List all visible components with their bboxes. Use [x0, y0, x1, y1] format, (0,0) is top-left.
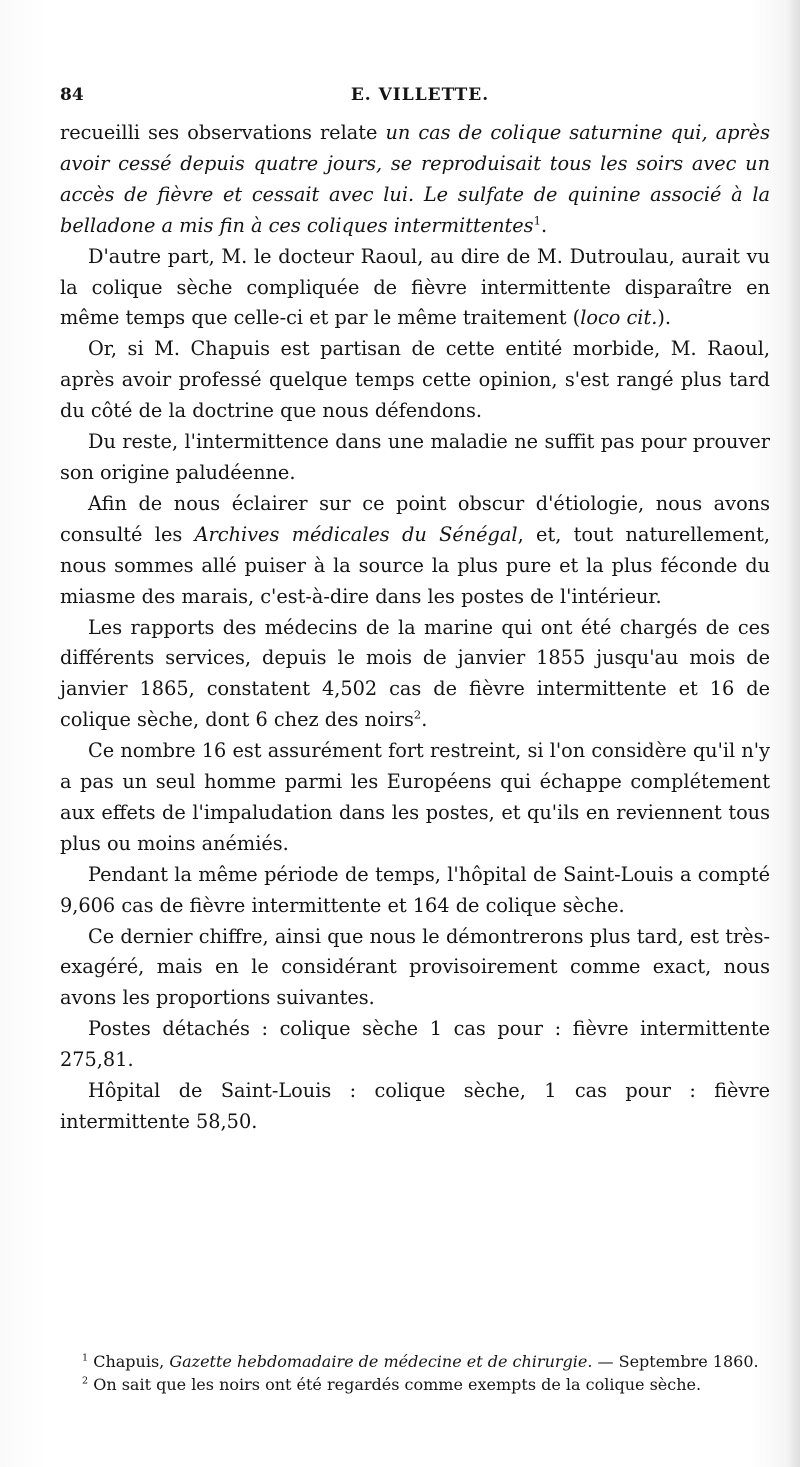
paragraph: [60, 860, 770, 922]
footnote-marker: 1: [533, 213, 541, 228]
text-run: Du reste, l'intermittence dans une maladie ne suffit pas pour prouver son origine paludéenne.: [60, 430, 770, 484]
text-run: Ce dernier chiffre, ainsi que nous le démontrerons plus tard, est très-exagéré, mais en le considérant provisoirement comme exact, nous avons les proportions suivantes.: [60, 924, 770, 1010]
text-run: .: [421, 708, 428, 732]
text-run: recueilli ses observations relate: [60, 121, 386, 144]
footnote-marker: 2: [413, 707, 422, 722]
page-header: [60, 83, 780, 115]
text-run: Ce nombre 16 est assurément fort restreint, si l'on considère qu'il n'y a pas un seul homme parmi les Européens qui échappe complétement aux effets de l'impaludation dans les postes, et qu'ils en reviennent tous plus ou moins anémiés.: [60, 739, 770, 855]
text-run: — Septembre 1860.: [592, 1352, 759, 1371]
paragraph: [60, 613, 770, 737]
text-run: , et, tout naturellement, nous sommes allé puiser à la source la plus pure et la plus féconde du miasme des marais, c'est-à-dire dans les postes de l'intérieur.: [60, 522, 770, 608]
paragraph: [60, 427, 770, 489]
text-run: Chapuis,: [88, 1352, 170, 1371]
paragraph: [60, 922, 770, 1015]
text-run: Pendant la même période de temps, l'hôpital de Saint-Louis a compté 9,606 cas de fièvre intermittente et 164 de colique sèche.: [60, 862, 770, 917]
text-run: On sait que les noirs ont été regardés comme exempts de la colique sèche.: [88, 1375, 702, 1394]
text-run: Afin de nous éclairer sur ce point obscur d'étiologie, nous avons consulté les: [60, 491, 770, 546]
paragraph: [60, 118, 770, 242]
paragraph: [60, 1014, 770, 1076]
paragraph: [60, 242, 770, 335]
text-run: ).: [657, 306, 671, 330]
paragraph: [60, 489, 770, 613]
italic-text: loco cit.: [580, 306, 658, 330]
footnotes: [60, 1350, 770, 1396]
paragraph: [60, 736, 770, 860]
footnote-marker: 1: [82, 1352, 89, 1364]
paragraph: [60, 1076, 770, 1138]
italic-text: Archives médicales du Sénégal: [194, 522, 518, 546]
footnote: [60, 1373, 770, 1396]
text-run: Postes détachés : colique sèche 1 cas pour : fièvre intermittente 275,81.: [60, 1017, 770, 1072]
text-run: Hôpital de Saint-Louis : colique sèche, 1 cas pour : fièvre intermittente 58,50.: [60, 1079, 770, 1133]
italic-text: Gazette hebdomadaire de médecine et de chirurgie.: [169, 1352, 593, 1371]
text-run: Or, si M. Chapuis est partisan de cette entité morbide, M. Raoul, après avoir professé quelque temps cette opinion, s'est rangé plus tard du côté de la doctrine que nous défendons.: [60, 337, 770, 423]
footnote-marker: 2: [82, 1375, 89, 1387]
text-run: D'autre part, M. le docteur Raoul, au dire de M. Dutroulau, aurait vu la colique sèche compliquée de fièvre intermittente disparaître en même temps que celle-ci et par le même traitement (: [60, 244, 770, 330]
body-text: [60, 118, 770, 1138]
text-run: .: [540, 213, 548, 237]
paragraph: [60, 334, 770, 427]
italic-text: un cas de colique saturnine qui, après avoir cessé depuis quatre jours, se reproduisait tous les soirs avec un accès de fièvre et cessait avec lui. Le sulfate de quinine associé à la belladone a mis fin à ces coliques intermittentes: [60, 121, 770, 237]
page-edge-shadow: [786, 0, 800, 1467]
footnote: [60, 1350, 770, 1373]
running-head: E. VILLETTE.: [350, 85, 490, 105]
page-number: 84: [60, 85, 84, 105]
text-run: Les rapports des médecins de la marine qui ont été chargés de ces différents services, depuis le mois de janvier 1855 jusqu'au mois de janvier 1865, constatent 4,502 cas de fièvre intermittente et 16 de colique sèche, dont 6 chez des noirs: [60, 615, 770, 732]
